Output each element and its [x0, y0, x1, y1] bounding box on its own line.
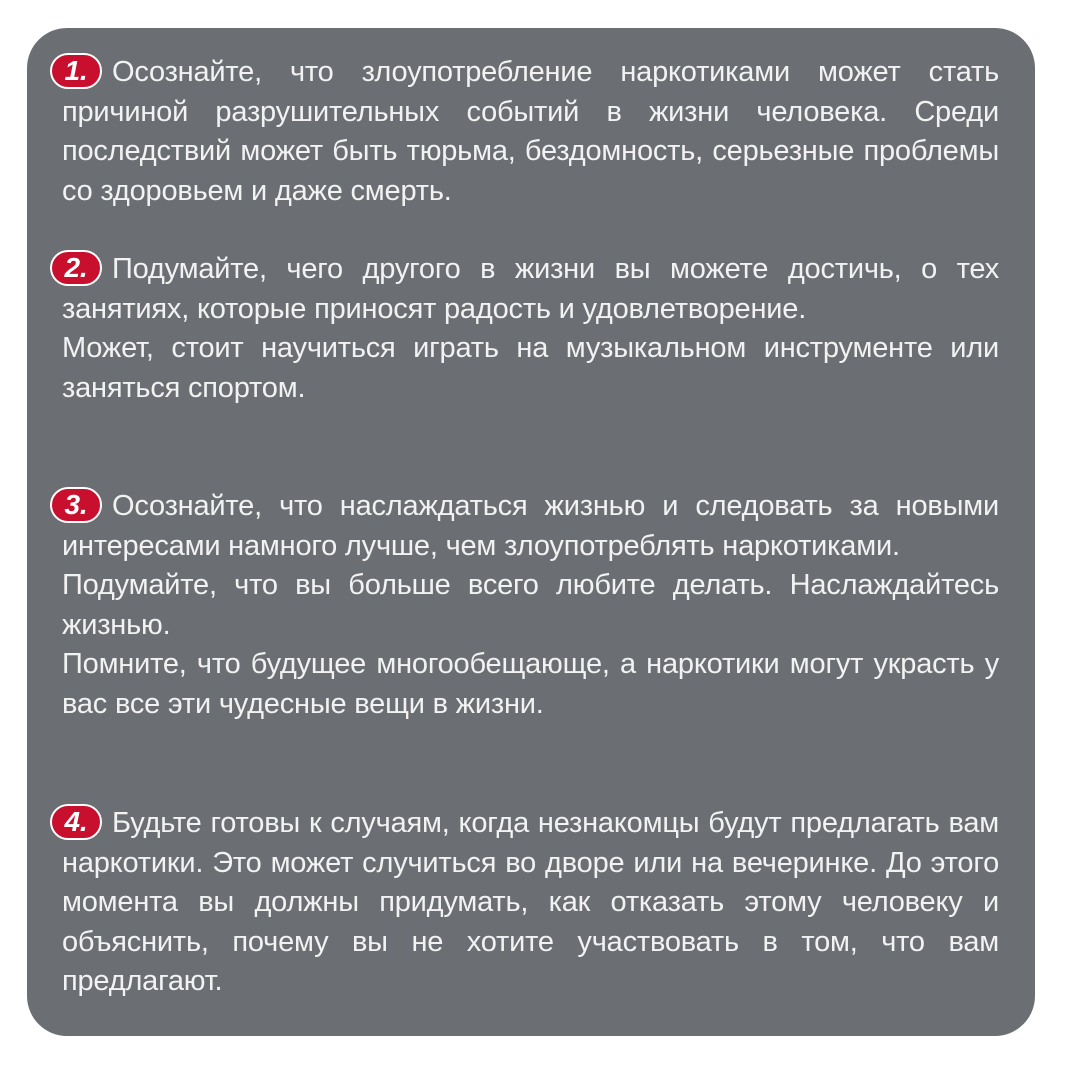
tip-1 [62, 53, 999, 211]
tip-2-number-badge: 2. [50, 250, 102, 286]
tip-3-number-badge: 3. [50, 487, 102, 523]
tip-3-text-1: Осознайте, что наслаждаться жизнью и следовать за новыми интересами намного лучше, чем злоупотреблять наркотиками. [62, 490, 999, 562]
tip-2-text-2: Может, стоит научиться играть на музыкальном инструменте или заняться спортом. [62, 332, 999, 404]
tip-4-text-1: Будьте готовы к случаям, когда незнакомцы будут предлагать вам наркотики. Это может случиться во дворе или на вечеринке. До этого момента вы должны придумать, как отказать этому человеку и объяснить, почему вы не хотите участвовать в том, что вам предлагают. [62, 807, 999, 997]
tip-1-paragraph-1 [62, 53, 999, 211]
tip-1-number-badge: 1. [50, 53, 102, 89]
tip-3-text-2: Подумайте, что вы больше всего любите делать. Наслаждайтесь жизнью. [62, 569, 999, 641]
tip-2-paragraph-1 [62, 250, 999, 329]
tip-4-paragraph-1 [62, 804, 999, 1002]
tip-3-text-3: Помните, что будущее многообещающе, а наркотики могут украсть у вас все эти чудесные вещи в жизни. [62, 648, 999, 720]
tip-2-text-1: Подумайте, чего другого в жизни вы можете достичь, о тех занятиях, которые приносят радость и удовлетворение. [62, 253, 999, 325]
tip-3-paragraph-1 [62, 487, 999, 566]
tip-4 [62, 804, 999, 1002]
tip-3 [62, 487, 999, 724]
tip-2 [62, 250, 999, 408]
tip-4-number-badge: 4. [50, 804, 102, 840]
tip-1-text-1: Осознайте, что злоупотребление наркотиками может стать причиной разрушительных событий в жизни человека. Среди последствий может быть тюрьма, бездомность, серьезные проблемы со здоровьем и даже смерть. [62, 56, 999, 207]
